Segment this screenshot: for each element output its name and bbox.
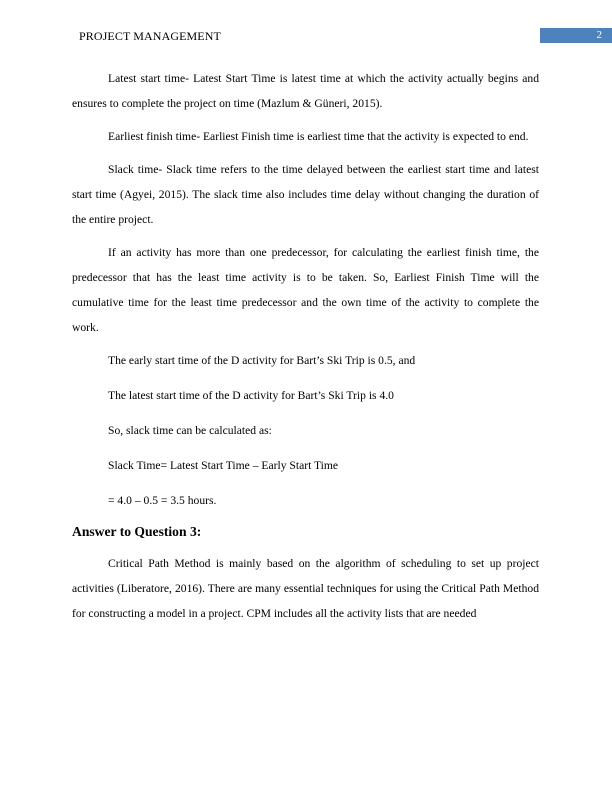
- section-heading-question-3: Answer to Question 3:: [72, 524, 202, 539]
- calc-line-latest-start: The latest start time of the D activity for Bart’s Ski Trip is 4.0: [108, 389, 394, 402]
- paragraph-predecessor: If an activity has more than one predecessor, for calculating the earliest finish time, the predecessor that has the least time activity is to be taken. So, Earliest Finish Time will the cumulative time for the least time predecessor and the own time of the activity to complete the work.: [72, 246, 539, 334]
- paragraph-latest-start: Latest start time- Latest Start Time is latest time at which the activity actually begins and ensures to complete the project on time (Mazlum & Güneri, 2015).: [72, 72, 539, 110]
- calc-line-formula: Slack Time= Latest Start Time – Early Start Time: [108, 459, 339, 472]
- paragraph-earliest-finish: Earliest finish time- Earliest Finish time is earliest time that the activity is expected to end.: [108, 130, 529, 143]
- document-body: [72, 66, 539, 634]
- calc-line-intro: So, slack time can be calculated as:: [108, 424, 272, 437]
- paragraph-cpm: Critical Path Method is mainly based on the algorithm of scheduling to set up project activities (Liberatore, 2016). There are many essential techniques for using the Critical Path Method for constructing a model in a project. CPM includes all the activity lists that are needed: [72, 557, 539, 620]
- calc-line-result: = 4.0 – 0.5 = 3.5 hours.: [108, 494, 217, 507]
- calc-line-early-start: The early start time of the D activity for Bart’s Ski Trip is 0.5, and: [108, 354, 416, 367]
- running-header-title: PROJECT MANAGEMENT: [79, 29, 221, 43]
- page-number: 2: [540, 28, 612, 43]
- paragraph-slack-time: Slack time- Slack time refers to the time delayed between the earliest start time and latest start time (Agyei, 2015). The slack time also includes time delay without changing the duration of the entire project.: [72, 163, 539, 226]
